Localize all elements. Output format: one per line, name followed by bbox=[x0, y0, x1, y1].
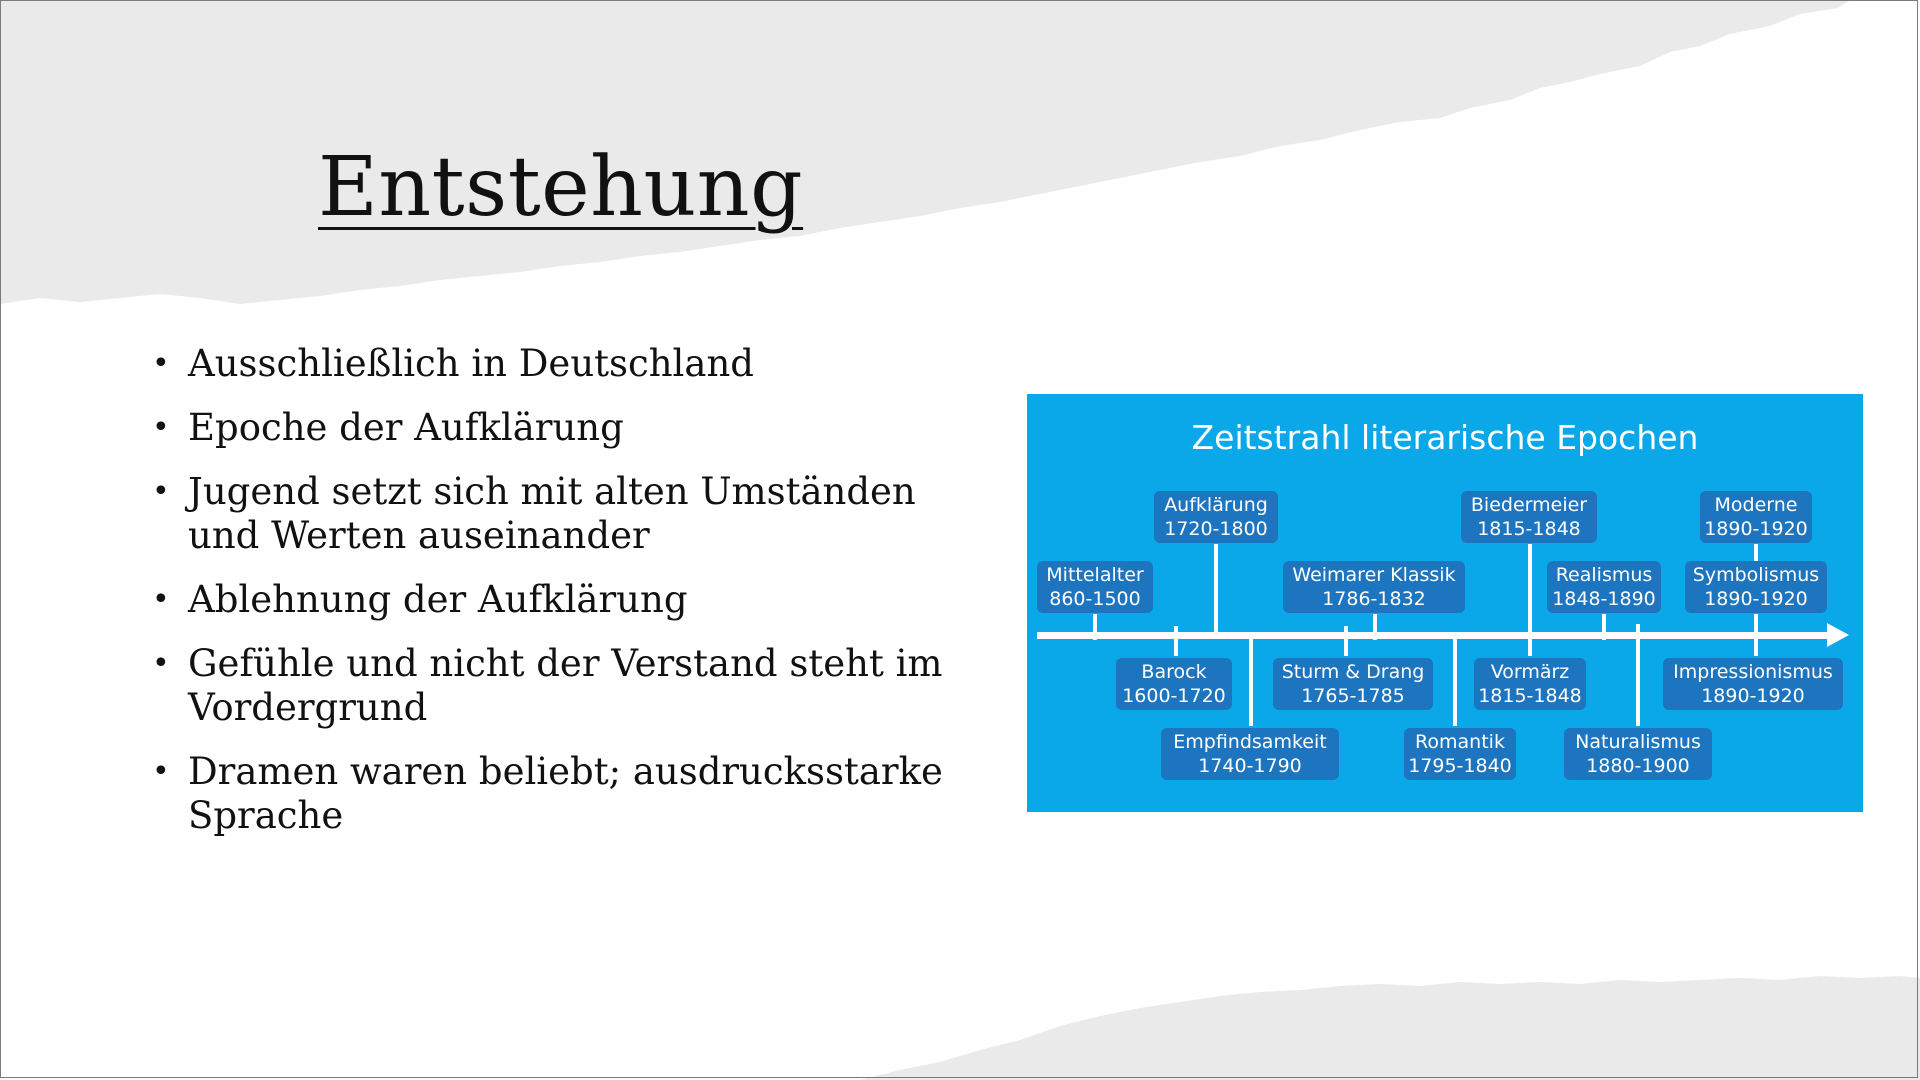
stem-romantik bbox=[1453, 638, 1457, 726]
stem-empfindsamkeit bbox=[1249, 638, 1253, 726]
page-title: Entstehung bbox=[318, 140, 804, 235]
epoch-impressionismus: Impressionismus 1890-1920 bbox=[1663, 658, 1843, 710]
timeline-title: Zeitstrahl literarische Epochen bbox=[1191, 418, 1699, 457]
bullet-item: • Dramen waren beliebt; ausdrucksstarke Sprache bbox=[152, 750, 943, 837]
stem-vormaerz bbox=[1528, 638, 1532, 656]
epoch-romantik: Romantik 1795-1840 bbox=[1404, 728, 1516, 780]
epoch-sturm-drang: Sturm & Drang 1765-1785 bbox=[1273, 658, 1433, 710]
bullet-item: • Epoche der Aufklärung bbox=[152, 406, 624, 449]
timeline-axis bbox=[1037, 632, 1829, 639]
bullet-dot-icon: • bbox=[152, 582, 170, 617]
bullet-dot-icon: • bbox=[152, 474, 170, 509]
stem-naturalismus bbox=[1636, 624, 1640, 726]
bullet-dot-icon: • bbox=[152, 754, 170, 789]
epoch-weimarer-klassik: Weimarer Klassik 1786-1832 bbox=[1283, 561, 1465, 613]
stem-aufklaerung bbox=[1214, 544, 1218, 634]
epoch-symbolismus: Symbolismus 1890-1920 bbox=[1685, 561, 1827, 613]
epoch-moderne: Moderne 1890-1920 bbox=[1700, 491, 1812, 543]
bullet-item: • Ausschließlich in Deutschland bbox=[152, 342, 754, 385]
epoch-barock: Barock 1600-1720 bbox=[1116, 658, 1232, 710]
bullet-dot-icon: • bbox=[152, 346, 170, 381]
epoch-biedermeier: Biedermeier 1815-1848 bbox=[1461, 491, 1597, 543]
epoch-naturalismus: Naturalismus 1880-1900 bbox=[1564, 728, 1712, 780]
stem-sturm-drang bbox=[1344, 626, 1348, 656]
bullet-dot-icon: • bbox=[152, 410, 170, 445]
bullet-list bbox=[150, 342, 980, 858]
epoch-vormaerz: Vormärz 1815-1848 bbox=[1474, 658, 1586, 710]
epoch-realismus: Realismus 1848-1890 bbox=[1547, 561, 1661, 613]
bullet-item: • Gefühle und nicht der Verstand steht im Vordergrund bbox=[152, 642, 943, 729]
torn-paper-bottom bbox=[860, 976, 1920, 1080]
timeline-graphic bbox=[1027, 394, 1863, 812]
bullet-item: • Ablehnung der Aufklärung bbox=[152, 578, 688, 621]
stem-impressionismus bbox=[1754, 638, 1758, 656]
bullet-item: • Jugend setzt sich mit alten Umständen und Werten auseinander bbox=[152, 470, 916, 557]
epoch-aufklaerung: Aufklärung 1720-1800 bbox=[1154, 491, 1278, 543]
bullet-dot-icon: • bbox=[152, 646, 170, 681]
stem-barock bbox=[1174, 626, 1178, 656]
stem-biedermeier bbox=[1528, 544, 1532, 640]
arrow-right-icon bbox=[1827, 623, 1849, 647]
epoch-mittelalter: Mittelalter 860-1500 bbox=[1037, 561, 1153, 613]
epoch-empfindsamkeit: Empfindsamkeit 1740-1790 bbox=[1161, 728, 1339, 780]
torn-paper-top bbox=[0, 0, 1850, 304]
